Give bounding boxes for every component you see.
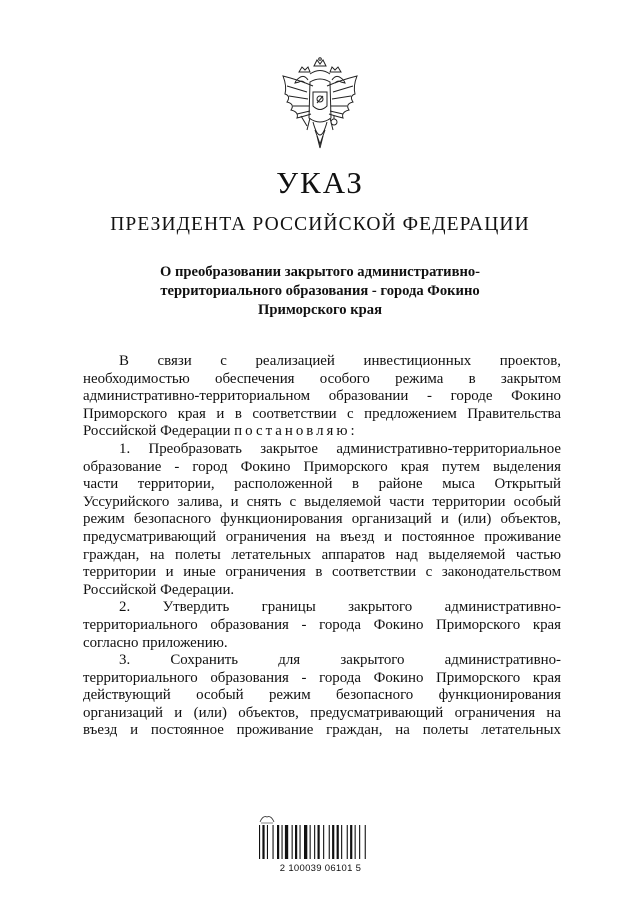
text-line: В связи с реализацией инвестиционных проектов, bbox=[119, 353, 561, 369]
text-line: Уссурийского залива, и снять с выделяемой части территории особый bbox=[83, 493, 561, 510]
text-line: административно-территориальном образовании - городе Фокино bbox=[83, 388, 561, 405]
barcode-bar bbox=[292, 825, 293, 859]
barcode-bar bbox=[285, 825, 288, 859]
heading-line: территориального образования - города Фокино bbox=[160, 283, 480, 299]
text-line: образование - город Фокино Приморского края путем выделения bbox=[83, 458, 561, 475]
barcode-bar bbox=[300, 825, 301, 859]
text-line bbox=[83, 423, 561, 441]
barcode-bar bbox=[355, 825, 356, 859]
barcode-bar bbox=[259, 825, 260, 859]
barcode-bar bbox=[350, 825, 352, 859]
text-line: Российской Федерации. bbox=[83, 581, 235, 598]
text-line: 1. Преобразовать закрытое административно-территориальное bbox=[119, 440, 561, 457]
text-line: 2. Утвердить границы закрытого административно- bbox=[119, 599, 561, 616]
text-line: въезд и постоянное проживание граждан, на полеты летательных bbox=[83, 722, 561, 739]
paragraph-item-1 bbox=[83, 441, 561, 599]
text-line: территории и иные ограничения в соответствии с законодательством bbox=[83, 564, 561, 581]
text-line: организаций и (или) объектов, предусматривающий ограничения на bbox=[83, 704, 561, 721]
publisher-mark-icon bbox=[257, 813, 277, 825]
heading-line: Приморского края bbox=[258, 302, 382, 318]
intro-paragraph bbox=[83, 353, 561, 441]
barcode-bar bbox=[273, 825, 274, 859]
coat-of-arms-icon bbox=[277, 56, 363, 154]
document-title: УКАЗ bbox=[276, 165, 364, 200]
decree-heading bbox=[130, 263, 510, 320]
barcode-number: 2 100039 06101 5 bbox=[279, 863, 362, 874]
barcode-bar bbox=[329, 825, 330, 859]
barcode-bar bbox=[267, 825, 268, 859]
barcode-bar bbox=[295, 825, 297, 859]
barcode-bar bbox=[277, 825, 279, 859]
barcode-bar bbox=[310, 825, 311, 859]
heading-line: О преобразовании закрытого административно- bbox=[159, 264, 481, 280]
barcode-icon bbox=[253, 825, 388, 859]
text-line: предусматривающий ограничения на въезд и постоянное проживание bbox=[83, 528, 561, 545]
barcode-bar bbox=[337, 825, 339, 859]
barcode-bar bbox=[359, 825, 360, 859]
barcode-bar bbox=[304, 825, 307, 859]
barcode-bar bbox=[323, 825, 324, 859]
text-line: согласно приложению. bbox=[83, 634, 228, 651]
text-line: режим безопасного функционирования организаций и (или) объектов, bbox=[83, 511, 561, 528]
paragraph-item-2 bbox=[83, 599, 561, 652]
barcode-bar bbox=[341, 825, 342, 859]
text-line: территориального образования - города Фокино Приморского края bbox=[83, 616, 561, 633]
barcode-bar bbox=[347, 825, 348, 859]
barcode-bar bbox=[282, 825, 283, 859]
text-line: действующий особый режим безопасного функционирования bbox=[83, 687, 561, 704]
decree-body bbox=[83, 353, 561, 740]
barcode-bar bbox=[262, 825, 264, 859]
text-line: 3. Сохранить для закрытого административно- bbox=[119, 652, 561, 669]
decree-word: постановляю: bbox=[234, 423, 358, 440]
text-line: граждан, на полеты летательных аппаратов над выделяемой частью bbox=[83, 546, 561, 563]
barcode-bar bbox=[314, 825, 315, 859]
barcode-bar bbox=[365, 825, 366, 859]
paragraph-item-3 bbox=[83, 652, 561, 740]
text-line: необходимостью обеспечения особого режима в закрытом bbox=[83, 370, 561, 387]
barcode-bar bbox=[318, 825, 320, 859]
document-subtitle: ПРЕЗИДЕНТА РОССИЙСКОЙ ФЕДЕРАЦИИ bbox=[110, 214, 530, 235]
intro-last-text: Российской Федерации bbox=[83, 423, 231, 440]
barcode bbox=[253, 813, 388, 885]
text-line: Приморского края и в соответствии с предложением Правительства bbox=[83, 405, 561, 422]
barcode-bar bbox=[332, 825, 334, 859]
text-line: части территории, расположенной в районе мыса Открытый bbox=[83, 476, 561, 493]
text-line: территориального образования - города Фокино Приморского края bbox=[83, 669, 561, 686]
